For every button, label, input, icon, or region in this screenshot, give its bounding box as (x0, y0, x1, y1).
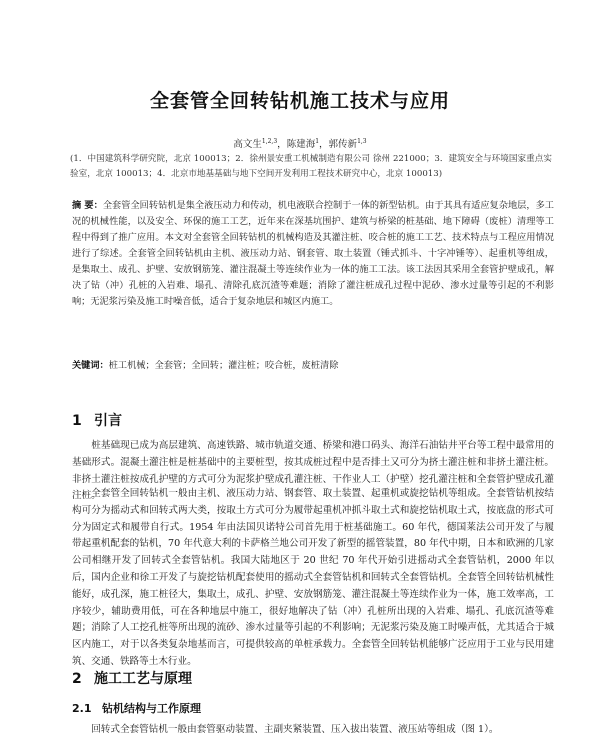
author-separator: ， (277, 139, 287, 150)
author-name: 陈建海 (286, 139, 316, 150)
section-number: 2 (72, 671, 82, 687)
abstract-text: 全套管全回转钻机是集全液压动力和传动，机电液联合控制于一体的新型钻机。由于其具有适应复杂地层，多工况的机械性能，以及安全、环保的施工工艺，近年来在深基坑围护、建筑与桥梁的桩基础、地下障碍（废桩）清理等工程中得到了推广应用。本文对全套管全回转钻机的机械构造及其灌注桩、咬合桩的施工工艺、技术特点与工程应用情况进行了综述。全套管全回转钻机由主机、液压动力站、钢套管、取土装置（锤式抓斗、十字冲锤等）、起重机等组成，是集取土、成孔、护壁、安放钢筋笼、灌注混凝土等连续作业为一体的施工工法。该工法因其采用全套管护壁成孔，解决了钻（冲）孔桩的入岩难、塌孔、清除孔底沉渣等难题；消除了灌注桩成孔过程中泥砂、渗水过量等引起的不利影响；无泥浆污染及施工时噪音低，适合于复杂地层和城区内施工。 (72, 200, 554, 307)
author-line (0, 136, 600, 150)
subsection-title: 钻机结构与工作原理 (102, 702, 201, 715)
keywords (72, 358, 554, 374)
section-heading (72, 668, 192, 688)
paragraph: 全套管全回转钻机一般由主机、液压动力站、钢套管、取土装置、起重机或旋挖钻机等组成。全套管钻机按结构可分为摇动式和回转式两大类，按取土方式可分为履带起重机冲抓斗取土式和旋挖钻机取土式，按底盘的形式可分为固定式和履带自行式。1954 年由法国贝诺特公司首先用于桩基础施工。60 年代，德国莱法公司开发了与履带起重机配套的钻机，70 年代意大利的卡萨格兰地公司开发了新型的摇管装置，80 年代中期，日本和欧洲的几家公司相继开发了回转式全套管钻机。我国大陆地区于 20 世纪 70 年代开始引进摇动式全套管钻机，2000 年以后，国内企业和徐工开发了与旋挖钻机配套使用的摇动式全套管钻机和回转式全套管钻机。全套管全回转钻机械性能好，成孔深，施工桩径大，集取土，成孔、护壁、安放钢筋笼、灌注混凝土等连续作业为一体，施工效率高，工序较少，辅助费用低，可在各种地层中施工，很好地解决了钻（冲）孔桩所出现的入岩难、塌孔、孔底沉渣等难题；消除了人工挖孔桩等所出现的流砂、渗水过量等引起的不利影响；无泥浆污染及施工时噪声低，尤其适合于城区内施工，对于以各类复杂地基而言，可提供较高的单桩承载力。全套管全回转钻机能够广泛应用于工业与民用建筑、交通、铁路等土木行业。 (72, 488, 554, 667)
author-affiliation-mark: 1 (315, 137, 320, 145)
paragraph: 回转式全套管钻机一般由套管驱动装置、主副夹紧装置、压入拔出装置、液压站等组成（图 1）。 (91, 724, 499, 735)
author-affiliation-mark: 1,3 (357, 137, 367, 145)
keywords-text: 桩工机械；全套管；全回转；灌注桩；咬合桩，废桩清除 (108, 360, 339, 371)
section-title: 引言 (94, 413, 122, 429)
paragraph: 桩基础现已成为高层建筑、高速铁路、城市轨道交通、桥梁和港口码头、海洋石油钻井平台等工程中最常用的基础形式。混凝土灌注桩是桩基础中的主要桩型，按其成桩过程中是否排土又可分为挤土灌注桩和非挤土灌注桩。非挤土灌注桩按成孔护壁的方式可分为泥浆护壁成孔灌注桩、干作业人工（护壁）挖孔灌注桩和全套管护壁成孔灌注桩。 (72, 440, 554, 502)
affiliations: (1．中国建筑科学研究院，北京 100013；2．徐州景安重工机械制造有限公司 徐州 221000；3．建筑安全与环境国家重点实验室，北京 100013；4．北京市地基基础与地下空间开发利用工程技术研究中心，北京 100013) (70, 154, 552, 179)
keywords-label: 关键词： (72, 360, 109, 371)
subsection-heading (72, 700, 201, 716)
author-separator: ， (319, 139, 329, 150)
section-heading (72, 410, 122, 430)
author-name: 郭传新 (328, 139, 358, 150)
abstract (72, 198, 554, 310)
author-name: 高文生 (233, 139, 262, 150)
author-affiliation-mark: 1,2,3 (261, 137, 278, 145)
section-number: 1 (72, 413, 82, 429)
abstract-label: 摘 要： (72, 200, 103, 211)
paper-title: 全套管全回转钻机施工技术与应用 (149, 90, 450, 112)
subsection-number: 2.1 (72, 702, 92, 715)
section-title: 施工工艺与原理 (94, 671, 192, 687)
